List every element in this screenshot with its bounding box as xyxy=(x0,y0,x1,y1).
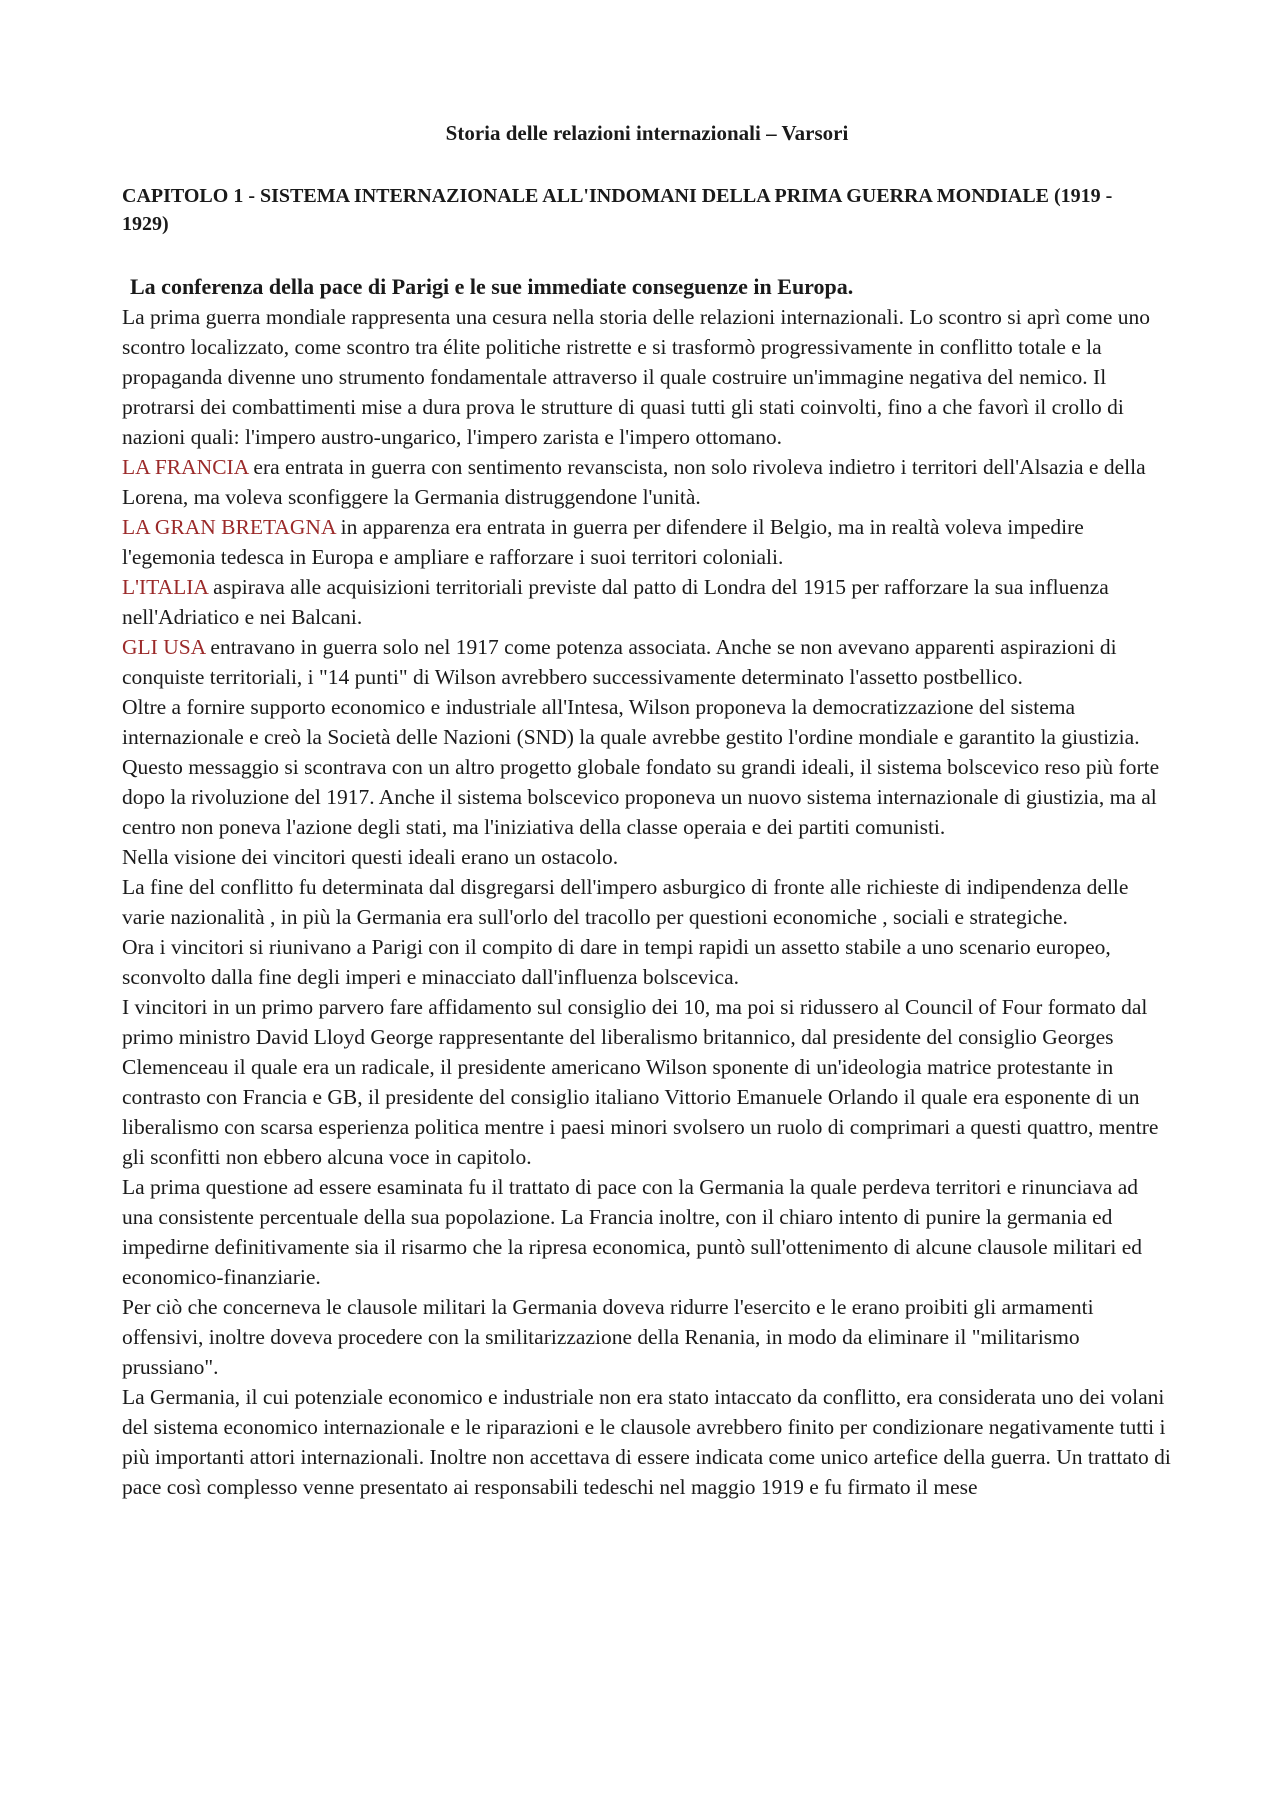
paragraph-text: Nella visione dei vincitori questi ideali erano un ostacolo. xyxy=(122,845,619,869)
country-label-great-britain: LA GRAN BRETAGNA xyxy=(122,515,336,539)
paragraph xyxy=(122,1382,1172,1502)
paragraph xyxy=(122,512,1172,572)
paragraph-text: I vincitori in un primo parvero fare affidamento sul consiglio dei 10, ma poi si ridussero al Council of Four formato dal primo ministro David Lloyd George rappresentante del liberalismo britannico, dal presidente del consiglio Georges Clemenceau il quale era un radicale, il presidente americano Wilson sponente di un'ideologia matrice protestante in contrasto con Francia e GB, il presidente del consiglio italiano Vittorio Emanuele Orlando il quale era esponente di un liberalismo con scarsa esperienza politica mentre i paesi minori svolsero un ruolo di comprimari a questi quattro, mentre gli sconfitti non ebbero alcuna voce in capitolo. xyxy=(122,995,1159,1169)
paragraph xyxy=(122,692,1172,752)
paragraph xyxy=(122,1292,1172,1382)
paragraph-text: La prima questione ad essere esaminata fu il trattato di pace con la Germania la quale perdeva territori e rinunciava ad una consistente percentuale della sua popolazione. La Francia inoltre, con il chiaro intento di punire la germania ed impedirne definitivamente sia il risarmo che la ripresa economica, puntò sull'ottenimento di alcune clausole militari ed economico-finanziarie. xyxy=(122,1175,1143,1289)
country-label-france: LA FRANCIA xyxy=(122,455,249,479)
paragraph-text: Per ciò che concerneva le clausole militari la Germania doveva ridurre l'esercito e le erano proibiti gli armamenti offensivi, inoltre doveva procedere con la smilitarizzazione della Renania, in modo da eliminare il "militarismo prussiano". xyxy=(122,1295,1094,1379)
paragraph-text: Oltre a fornire supporto economico e industriale all'Intesa, Wilson proponeva la democratizzazione del sistema internazionale e creò la Società delle Nazioni (SND) la quale avrebbe gestito l'ordine mondiale e garantito la giustizia. xyxy=(122,695,1140,749)
paragraph-text: Ora i vincitori si riunivano a Parigi con il compito di dare in tempi rapidi un assetto stabile a uno scenario europeo, sconvolto dalla fine degli imperi e minacciato dall'influenza bolscevica. xyxy=(122,935,1111,989)
paragraph-text: La prima guerra mondiale rappresenta una cesura nella storia delle relazioni internazionali. Lo scontro si aprì come uno scontro localizzato, come scontro tra élite politiche ristrette e si trasformò progressivamente in conflitto totale e la propaganda divenne uno strumento fondamentale attraverso il quale costruire un'immagine negativa del nemico. Il protrarsi dei combattimenti mise a dura prova le strutture di quasi tutti gli stati coinvolti, fino a che favorì il crollo di nazioni quali: l'impero austro-ungarico, l'impero zarista e l'impero ottomano. xyxy=(122,305,1151,449)
paragraph-text: La fine del conflitto fu determinata dal disgregarsi dell'impero asburgico di fronte alle richieste di indipendenza delle varie nazionalità , in più la Germania era sull'orlo del tracollo per questioni economiche , sociali e strategiche. xyxy=(122,875,1129,929)
document-title: Storia delle relazioni internazionali – Varsori xyxy=(445,121,849,145)
paragraph xyxy=(122,932,1172,992)
document-body xyxy=(122,302,1172,1502)
paragraph-text: entravano in guerra solo nel 1917 come potenza associata. Anche se non avevano apparenti aspirazioni di conquiste territoriali, i "14 punti" di Wilson avrebbero successivamente determinato l'assetto postbellico. xyxy=(122,635,1117,689)
paragraph-text: La Germania, il cui potenziale economico e industriale non era stato intaccato da conflitto, era considerata uno dei volani del sistema economico internazionale e le riparazioni e le clausole avrebbero finito per condizionare negativamente tutti i più importanti attori internazionali. Inoltre non accettava di essere indicata come unico artefice della guerra. Un trattato di pace così complesso venne presentato ai responsabili tedeschi nel maggio 1919 e fu firmato il mese xyxy=(122,1385,1171,1499)
chapter-title: CAPITOLO 1 - SISTEMA INTERNAZIONALE ALL'INDOMANI DELLA PRIMA GUERRA MONDIALE (1919 - 1929) xyxy=(122,185,1113,235)
paragraph xyxy=(122,452,1172,512)
paragraph xyxy=(122,992,1172,1172)
paragraph xyxy=(122,872,1172,932)
paragraph xyxy=(122,752,1172,842)
paragraph-text: in apparenza era entrata in guerra per difendere il Belgio, ma in realtà voleva impedire l'egemonia tedesca in Europa e ampliare e rafforzare i suoi territori coloniali. xyxy=(122,515,1084,569)
paragraph-text: aspirava alle acquisizioni territoriali previste dal patto di Londra del 1915 per rafforzare la sua influenza nell'Adriatico e nei Balcani. xyxy=(122,575,1109,629)
paragraph xyxy=(122,632,1172,692)
paragraph xyxy=(122,302,1172,452)
country-label-italy: L'ITALIA xyxy=(122,575,208,599)
document-page xyxy=(122,118,1172,1502)
paragraph xyxy=(122,572,1172,632)
paragraph-text: era entrata in guerra con sentimento revanscista, non solo rivoleva indietro i territori dell'Alsazia e della Lorena, ma voleva sconfiggere la Germania distruggendone l'unità. xyxy=(122,455,1146,509)
paragraph xyxy=(122,1172,1172,1292)
paragraph xyxy=(122,842,1172,872)
section-title: La conferenza della pace di Parigi e le sue immediate conseguenze in Europa. xyxy=(130,274,854,299)
paragraph-text: Questo messaggio si scontrava con un altro progetto globale fondato su grandi ideali, il sistema bolscevico reso più forte dopo la rivoluzione del 1917. Anche il sistema bolscevico proponeva un nuovo sistema internazionale di giustizia, ma al centro non poneva l'azione degli stati, ma l'iniziativa della classe operaia e dei partiti comunisti. xyxy=(122,755,1160,839)
country-label-usa: GLI USA xyxy=(122,635,206,659)
